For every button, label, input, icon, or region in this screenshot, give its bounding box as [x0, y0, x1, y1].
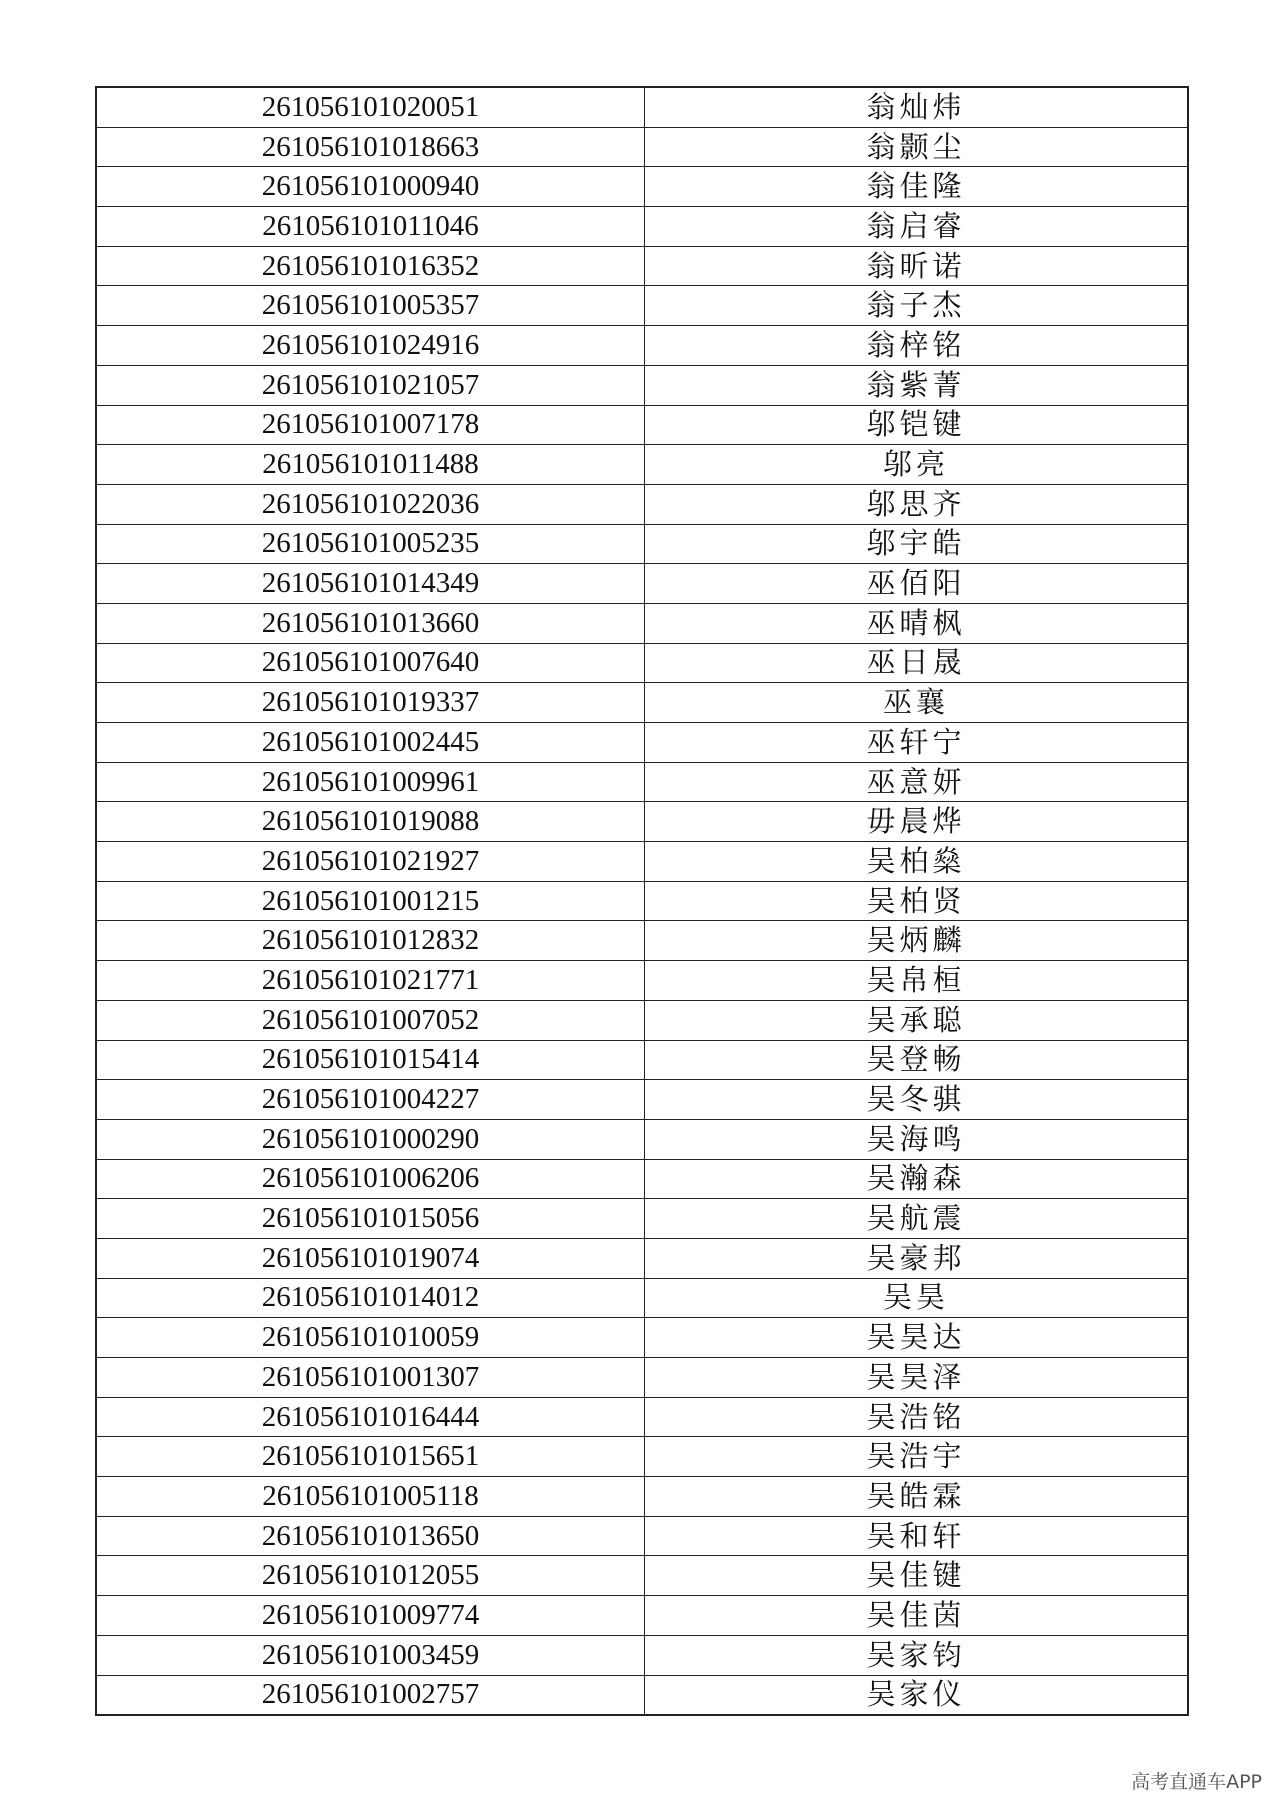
candidate-id-cell: 261056101019088 [96, 802, 645, 842]
candidate-id-cell: 261056101010059 [96, 1318, 645, 1358]
candidate-id-cell: 261056101016444 [96, 1397, 645, 1437]
candidate-id-cell: 261056101021927 [96, 842, 645, 882]
candidate-name-cell: 巫日晟 [645, 643, 1189, 683]
table-row [96, 1119, 1188, 1159]
candidate-name-cell: 吴柏燊 [645, 842, 1189, 882]
table-row [96, 445, 1188, 485]
candidate-name-cell: 邬思齐 [645, 484, 1189, 524]
candidate-name-cell: 翁佳隆 [645, 167, 1189, 207]
table-row [96, 127, 1188, 167]
table-row [96, 842, 1188, 882]
table-row [96, 643, 1188, 683]
candidate-id-cell: 261056101009961 [96, 762, 645, 802]
candidate-name-cell: 吴承聪 [645, 1000, 1189, 1040]
table-row [96, 881, 1188, 921]
candidate-id-cell: 261056101013650 [96, 1516, 645, 1556]
roster-table [95, 86, 1189, 1716]
candidate-id-cell: 261056101022036 [96, 484, 645, 524]
candidate-name-cell: 邬铠键 [645, 405, 1189, 445]
table-row [96, 1159, 1188, 1199]
candidate-name-cell: 吴昊 [645, 1278, 1189, 1318]
candidate-id-cell: 261056101003459 [96, 1635, 645, 1675]
candidate-name-cell: 吴昊泽 [645, 1358, 1189, 1398]
candidate-name-cell: 巫襄 [645, 683, 1189, 723]
candidate-name-cell: 吴帛桓 [645, 961, 1189, 1001]
candidate-name-cell: 吴家仪 [645, 1675, 1189, 1715]
table-row [96, 1238, 1188, 1278]
table-row [96, 326, 1188, 366]
candidate-id-cell: 261056101018663 [96, 127, 645, 167]
candidate-id-cell: 261056101012832 [96, 921, 645, 961]
candidate-name-cell: 吴海鸣 [645, 1119, 1189, 1159]
table-row [96, 603, 1188, 643]
candidate-id-cell: 261056101004227 [96, 1080, 645, 1120]
candidate-id-cell: 261056101020051 [96, 87, 645, 127]
candidate-name-cell: 吴昊达 [645, 1318, 1189, 1358]
candidate-id-cell: 261056101021057 [96, 365, 645, 405]
candidate-name-cell: 吴豪邦 [645, 1238, 1189, 1278]
table-row [96, 1477, 1188, 1517]
candidate-id-cell: 261056101015056 [96, 1199, 645, 1239]
table-row [96, 723, 1188, 763]
candidate-name-cell: 吴佳茵 [645, 1596, 1189, 1636]
candidate-id-cell: 261056101005235 [96, 524, 645, 564]
candidate-name-cell: 吴浩铭 [645, 1397, 1189, 1437]
candidate-id-cell: 261056101001307 [96, 1358, 645, 1398]
table-row [96, 1080, 1188, 1120]
candidate-name-cell: 吴佳键 [645, 1556, 1189, 1596]
table-row [96, 1635, 1188, 1675]
table-row [96, 1358, 1188, 1398]
roster-table-body [96, 87, 1188, 1715]
table-row [96, 207, 1188, 247]
candidate-name-cell: 翁颢尘 [645, 127, 1189, 167]
table-row [96, 683, 1188, 723]
candidate-id-cell: 261056101005357 [96, 286, 645, 326]
table-row [96, 246, 1188, 286]
table-row [96, 405, 1188, 445]
candidate-id-cell: 261056101000290 [96, 1119, 645, 1159]
candidate-id-cell: 261056101016352 [96, 246, 645, 286]
table-row [96, 802, 1188, 842]
candidate-id-cell: 261056101015651 [96, 1437, 645, 1477]
table-row [96, 961, 1188, 1001]
table-row [96, 87, 1188, 127]
table-row [96, 1000, 1188, 1040]
candidate-id-cell: 261056101002445 [96, 723, 645, 763]
candidate-id-cell: 261056101002757 [96, 1675, 645, 1715]
candidate-id-cell: 261056101009774 [96, 1596, 645, 1636]
candidate-id-cell: 261056101006206 [96, 1159, 645, 1199]
candidate-name-cell: 翁紫菁 [645, 365, 1189, 405]
candidate-id-cell: 261056101013660 [96, 603, 645, 643]
candidate-name-cell: 巫意妍 [645, 762, 1189, 802]
candidate-id-cell: 261056101007178 [96, 405, 645, 445]
table-row [96, 1675, 1188, 1715]
candidate-name-cell: 毋晨烨 [645, 802, 1189, 842]
candidate-name-cell: 翁灿炜 [645, 87, 1189, 127]
candidate-name-cell: 吴航震 [645, 1199, 1189, 1239]
candidate-name-cell: 翁昕诺 [645, 246, 1189, 286]
candidate-name-cell: 翁启睿 [645, 207, 1189, 247]
candidate-id-cell: 261056101021771 [96, 961, 645, 1001]
table-row [96, 1596, 1188, 1636]
candidate-name-cell: 吴登畅 [645, 1040, 1189, 1080]
candidate-id-cell: 261056101007640 [96, 643, 645, 683]
candidate-name-cell: 吴家钧 [645, 1635, 1189, 1675]
candidate-name-cell: 吴瀚森 [645, 1159, 1189, 1199]
candidate-id-cell: 261056101001215 [96, 881, 645, 921]
candidate-name-cell: 翁梓铭 [645, 326, 1189, 366]
candidate-id-cell: 261056101024916 [96, 326, 645, 366]
candidate-id-cell: 261056101019337 [96, 683, 645, 723]
candidate-id-cell: 261056101000940 [96, 167, 645, 207]
table-row [96, 1278, 1188, 1318]
table-row [96, 1318, 1188, 1358]
table-row [96, 365, 1188, 405]
table-row [96, 1516, 1188, 1556]
candidate-name-cell: 巫轩宁 [645, 723, 1189, 763]
table-row [96, 524, 1188, 564]
table-row [96, 1199, 1188, 1239]
table-row [96, 921, 1188, 961]
table-row [96, 1397, 1188, 1437]
candidate-id-cell: 261056101014349 [96, 564, 645, 604]
table-row [96, 484, 1188, 524]
table-row [96, 1556, 1188, 1596]
candidate-id-cell: 261056101011488 [96, 445, 645, 485]
candidate-name-cell: 吴和轩 [645, 1516, 1189, 1556]
candidate-id-cell: 261056101014012 [96, 1278, 645, 1318]
watermark-text: 高考直通车APP [1131, 1771, 1262, 1793]
table-row [96, 286, 1188, 326]
candidate-id-cell: 261056101011046 [96, 207, 645, 247]
candidate-id-cell: 261056101007052 [96, 1000, 645, 1040]
candidate-name-cell: 巫晴枫 [645, 603, 1189, 643]
candidate-name-cell: 翁子杰 [645, 286, 1189, 326]
candidate-name-cell: 邬宇皓 [645, 524, 1189, 564]
candidate-id-cell: 261056101012055 [96, 1556, 645, 1596]
candidate-name-cell: 吴炳麟 [645, 921, 1189, 961]
table-row [96, 1437, 1188, 1477]
table-row [96, 564, 1188, 604]
table-row [96, 762, 1188, 802]
candidate-name-cell: 吴浩宇 [645, 1437, 1189, 1477]
candidate-id-cell: 261056101005118 [96, 1477, 645, 1517]
candidate-name-cell: 巫佰阳 [645, 564, 1189, 604]
table-row [96, 167, 1188, 207]
table-row [96, 1040, 1188, 1080]
candidate-id-cell: 261056101015414 [96, 1040, 645, 1080]
candidate-name-cell: 吴皓霖 [645, 1477, 1189, 1517]
candidate-name-cell: 邬亮 [645, 445, 1189, 485]
candidate-name-cell: 吴柏贤 [645, 881, 1189, 921]
candidate-id-cell: 261056101019074 [96, 1238, 645, 1278]
candidate-name-cell: 吴冬骐 [645, 1080, 1189, 1120]
